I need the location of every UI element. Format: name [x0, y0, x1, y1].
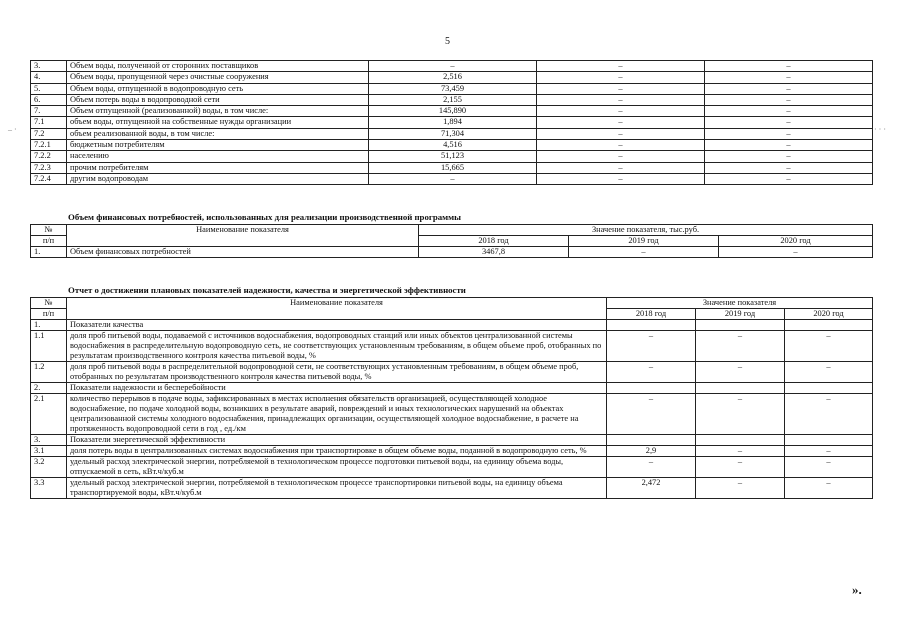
- row-name: доля проб питьевой воды в распределительной водопроводной сети, не соответствующих установленным требованиям, в общем объеме проб, отобранных по результатам производственного контроля качества питьевой воды, %: [67, 362, 607, 383]
- row-value-2019: [696, 383, 785, 394]
- row-value-2019: –: [537, 72, 705, 83]
- row-num: 3.2: [31, 457, 67, 478]
- header-name: Наименование показателя: [67, 225, 419, 247]
- row-name: прочим потребителям: [67, 162, 369, 173]
- row-value-2019: –: [537, 94, 705, 105]
- indicators-table: [30, 297, 873, 499]
- row-value-2018: [607, 383, 696, 394]
- section-row: [31, 383, 873, 394]
- table-row: [31, 478, 873, 499]
- row-num: 7.2.2: [31, 151, 67, 162]
- row-num: 3.3: [31, 478, 67, 499]
- row-value-2020: –: [705, 173, 873, 184]
- row-value-2019: –: [569, 247, 719, 258]
- header-num-2: п/п: [31, 236, 67, 247]
- row-value-2019: –: [537, 61, 705, 72]
- row-value-2019: –: [537, 173, 705, 184]
- row-name: другим водопроводам: [67, 173, 369, 184]
- row-num: 5.: [31, 83, 67, 94]
- row-name: объем реализованной воды, в том числе:: [67, 128, 369, 139]
- table-row: [31, 173, 873, 184]
- right-margin-mark: · · ·: [874, 125, 886, 134]
- row-name: Объем отпущенной (реализованной) воды, в том числе:: [67, 106, 369, 117]
- row-value-2018: 73,459: [369, 83, 537, 94]
- row-value-2020: [785, 383, 873, 394]
- table-row: [31, 331, 873, 362]
- table-row: [31, 72, 873, 83]
- water-volumes-table: [30, 60, 873, 185]
- row-num: 7.1: [31, 117, 67, 128]
- row-name: населению: [67, 151, 369, 162]
- row-value-2018: 3467,8: [419, 247, 569, 258]
- row-num: 3.: [31, 61, 67, 72]
- row-value-2019: –: [696, 478, 785, 499]
- row-value-2020: –: [785, 331, 873, 362]
- header-value: Значение показателя: [607, 298, 873, 309]
- row-num: 6.: [31, 94, 67, 105]
- row-value-2018: [607, 320, 696, 331]
- row-value-2018: 1,894: [369, 117, 537, 128]
- table-row: [31, 446, 873, 457]
- table-row: [31, 394, 873, 435]
- row-name: количество перерывов в подаче воды, зафиксированных в местах исполнения обязательств организацией, осуществляющей холодное водоснабжение, по подаче холодной воды, возникших в результате аварий, повреждений и иных технологических нарушений на объектах централизованной системы холодного водоснабжения, принадлежащих организации, осуществляющей холодное водоснабжение, в расчете на протяженность водопроводной сети в год , ед./км: [67, 394, 607, 435]
- row-name: Объем воды, отпущенной в водопроводную сеть: [67, 83, 369, 94]
- row-name: доля потерь воды в централизованных системах водоснабжения при транспортировке в общем объеме воды, поданной в водопроводную сеть, %: [67, 446, 607, 457]
- row-name: удельный расход электрической энергии, потребляемой в технологическом процессе транспортировки питьевой воды, на единицу объема транспортируемой воды, кВт.ч/куб.м: [67, 478, 607, 499]
- financial-needs-title: Объем финансовых потребностей, использованных для реализации производственной программы: [68, 212, 461, 222]
- table-row: [31, 61, 873, 72]
- row-value-2019: –: [537, 128, 705, 139]
- row-value-2018: 2,9: [607, 446, 696, 457]
- row-value-2019: –: [537, 117, 705, 128]
- row-value-2020: –: [705, 106, 873, 117]
- table-row: [31, 140, 873, 151]
- row-value-2020: –: [705, 94, 873, 105]
- header-year-2019: 2019 год: [569, 236, 719, 247]
- row-value-2019: –: [537, 162, 705, 173]
- row-value-2018: 2,472: [607, 478, 696, 499]
- row-value-2020: [785, 435, 873, 446]
- row-value-2020: –: [719, 247, 873, 258]
- row-value-2018: 2,516: [369, 72, 537, 83]
- row-value-2018: 145,890: [369, 106, 537, 117]
- row-name: объем воды, отпущенной на собственные нужды организации: [67, 117, 369, 128]
- row-value-2020: –: [705, 140, 873, 151]
- table-row: [31, 117, 873, 128]
- row-value-2019: –: [537, 140, 705, 151]
- row-num: 2.1: [31, 394, 67, 435]
- row-value-2020: –: [705, 151, 873, 162]
- row-num: 2.: [31, 383, 67, 394]
- row-num: 7.2.3: [31, 162, 67, 173]
- row-value-2018: [607, 435, 696, 446]
- table-row: [31, 83, 873, 94]
- header-num: №: [31, 225, 67, 236]
- table-row: [31, 162, 873, 173]
- row-value-2019: –: [696, 457, 785, 478]
- row-value-2019: –: [537, 106, 705, 117]
- header-num: №: [31, 298, 67, 309]
- row-num: 1.2: [31, 362, 67, 383]
- left-margin-mark: – ·: [8, 125, 17, 134]
- row-value-2020: –: [785, 394, 873, 435]
- header-year-2020: 2020 год: [785, 309, 873, 320]
- row-num: 7.2.4: [31, 173, 67, 184]
- row-value-2019: –: [537, 151, 705, 162]
- section-row: [31, 320, 873, 331]
- header-year-2019: 2019 год: [696, 309, 785, 320]
- section-row: [31, 435, 873, 446]
- row-value-2020: –: [785, 446, 873, 457]
- row-num: 7.2.1: [31, 140, 67, 151]
- row-name: доля проб питьевой воды, подаваемой с источников водоснабжения, водопроводных станций или иных объектов централизованной системы водоснабжения в распределительную водопроводную сеть, не соответствующих установленным требованиям, в общем объеме проб, отобранных по результатам производственного контроля качества питьевой воды, %: [67, 331, 607, 362]
- header-num-2: п/п: [31, 309, 67, 320]
- row-value-2020: –: [785, 362, 873, 383]
- header-name: Наименование показателя: [67, 298, 607, 320]
- row-value-2018: 71,304: [369, 128, 537, 139]
- row-name: бюджетным потребителям: [67, 140, 369, 151]
- row-name: Показатели качества: [67, 320, 607, 331]
- row-num: 1.1: [31, 331, 67, 362]
- row-num: 1.: [31, 247, 67, 258]
- row-value-2018: 15,665: [369, 162, 537, 173]
- row-value-2020: [785, 320, 873, 331]
- row-value-2020: –: [705, 83, 873, 94]
- row-value-2019: –: [696, 362, 785, 383]
- row-value-2018: 4,516: [369, 140, 537, 151]
- row-value-2018: –: [369, 173, 537, 184]
- row-value-2019: [696, 435, 785, 446]
- table-row: [31, 151, 873, 162]
- row-name: удельный расход электрической энергии, потребляемой в технологическом процессе подготовки питьевой воды, на единицу объема воды, отпускаемой в сеть, кВт.ч/куб.м: [67, 457, 607, 478]
- row-value-2018: 2,155: [369, 94, 537, 105]
- row-value-2020: –: [785, 457, 873, 478]
- header-year-2018: 2018 год: [607, 309, 696, 320]
- row-value-2019: –: [696, 394, 785, 435]
- row-num: 7.2: [31, 128, 67, 139]
- page-number: 5: [445, 36, 450, 47]
- row-name: Показатели надежности и бесперебойности: [67, 383, 607, 394]
- row-num: 4.: [31, 72, 67, 83]
- row-num: 1.: [31, 320, 67, 331]
- financial-needs-table: [30, 224, 873, 258]
- table-row: [31, 247, 873, 258]
- row-value-2018: –: [607, 457, 696, 478]
- row-value-2020: –: [785, 478, 873, 499]
- row-num: 3.: [31, 435, 67, 446]
- indicators-title: Отчет о достижении плановых показателей надежности, качества и энергетической эффективности: [68, 285, 466, 295]
- row-value-2018: –: [369, 61, 537, 72]
- table-row: [31, 457, 873, 478]
- table-row: [31, 128, 873, 139]
- row-num: 7.: [31, 106, 67, 117]
- row-name: Объем потерь воды в водопроводной сети: [67, 94, 369, 105]
- row-value-2020: –: [705, 72, 873, 83]
- row-value-2018: –: [607, 331, 696, 362]
- row-value-2020: –: [705, 128, 873, 139]
- table-row: [31, 106, 873, 117]
- row-name: Объем финансовых потребностей: [67, 247, 419, 258]
- header-year-2020: 2020 год: [719, 236, 873, 247]
- row-value-2019: –: [696, 446, 785, 457]
- row-value-2020: –: [705, 117, 873, 128]
- table-row: [31, 362, 873, 383]
- row-name: Показатели энергетической эффективности: [67, 435, 607, 446]
- row-value-2020: –: [705, 61, 873, 72]
- row-value-2018: –: [607, 394, 696, 435]
- header-year-2018: 2018 год: [419, 236, 569, 247]
- row-value-2020: –: [705, 162, 873, 173]
- row-name: Объем воды, полученной от сторонних поставщиков: [67, 61, 369, 72]
- row-value-2019: –: [537, 83, 705, 94]
- row-value-2019: –: [696, 331, 785, 362]
- row-value-2018: 51,123: [369, 151, 537, 162]
- closing-quote: ».: [852, 582, 862, 597]
- row-value-2018: –: [607, 362, 696, 383]
- row-value-2019: [696, 320, 785, 331]
- header-value: Значение показателя, тыс.руб.: [419, 225, 873, 236]
- row-name: Объем воды, пропущенной через очистные сооружения: [67, 72, 369, 83]
- table-row: [31, 94, 873, 105]
- row-num: 3.1: [31, 446, 67, 457]
